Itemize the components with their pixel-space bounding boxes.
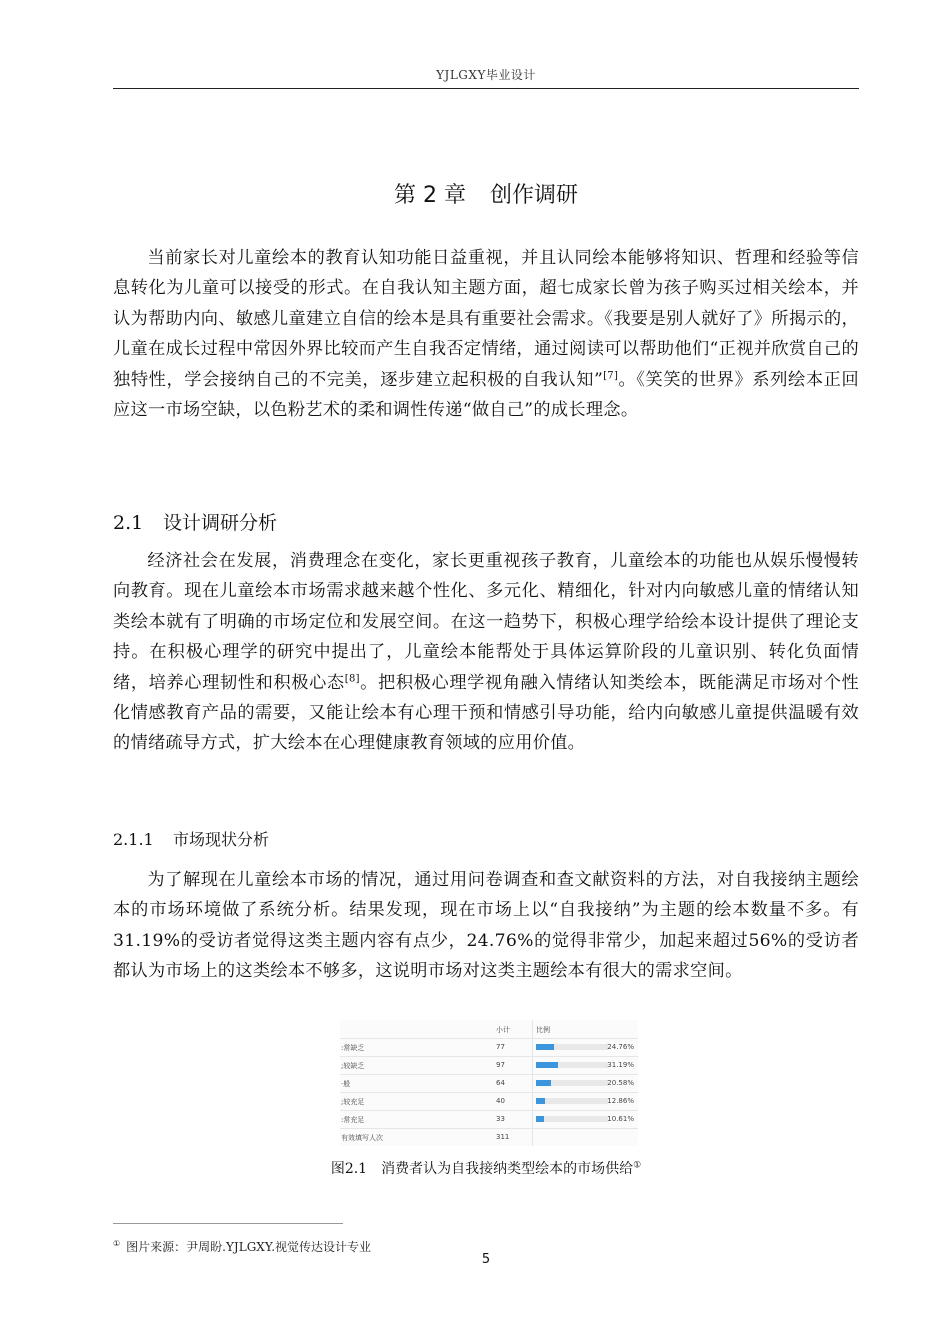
- table-row: [340, 1110, 638, 1129]
- section-2-1-text-a: 经济社会在发展，消费理念在变化，家长更重视孩子教育，儿童绘本的功能也从娱乐慢慢转向教育。现在儿童绘本市场需求越来越个性化、多元化、精细化，针对内向敏感儿童的情绪认知类绘本就有了明确的市场定位和发展空间。在这一趋势下，积极心理学给绘本设计提供了理论支持。在积极心理学的研究中提出了，儿童绘本能帮处于具体运算阶段的儿童识别、转化负面情绪，培养心理韧性和积极心态: [113, 551, 859, 693]
- option-count: 33: [496, 1115, 505, 1123]
- section-2-1-1-paragraph: 为了解现在儿童绘本市场的情况，通过用问卷调查和查文献资料的方法，对自我接纳主题绘本的市场环境做了系统分析。结果发现，现在市场上以“自我接纳”为主题的绘本数量不多。有31.19%的受访者觉得这类主题内容有点少，24.76%的觉得非常少，加起来超过56%的受访者都认为市场上的这类绘本不够多，这说明市场对这类主题绘本有很大的需求空间。: [113, 870, 859, 982]
- running-header: YJLGXY毕业设计: [436, 68, 536, 82]
- section-number: 2.1: [113, 512, 144, 534]
- ratio-bar-track: [536, 1044, 608, 1050]
- caption-number: 图2.1: [330, 1161, 368, 1177]
- citation-7: [7]: [603, 369, 619, 381]
- section-2-1-text-b: 。把积极心理学视角融入情绪认知类绘本，既能满足市场对个性化情感教育产品的需要，又能让绘本有心理干预和情感引导功能，给内向敏感儿童提供温暖有效的情绪疏导方式，扩大绘本在心理健康教育领域的应用价值。: [113, 672, 860, 754]
- footnote-rule: [113, 1223, 343, 1224]
- chapter-title: [113, 178, 859, 209]
- total-count: 311: [496, 1133, 510, 1141]
- ratio-bar-fill: [536, 1044, 554, 1050]
- header-ratio: 比例: [536, 1026, 550, 1034]
- option-count: 77: [496, 1043, 505, 1051]
- ratio-bar-fill: [536, 1080, 551, 1086]
- survey-table-figure: [340, 1020, 638, 1146]
- option-count: 64: [496, 1079, 505, 1087]
- ratio-bar-fill: [536, 1062, 558, 1068]
- option-percent: 12.86%: [607, 1097, 634, 1105]
- section-title: 设计调研分析: [163, 512, 278, 534]
- figure-caption: [113, 1158, 859, 1178]
- section-heading-2-1: [113, 508, 277, 535]
- option-label: :常缺乏: [341, 1044, 365, 1052]
- ratio-bar-fill: [536, 1116, 544, 1122]
- table-total-row: [340, 1128, 638, 1146]
- caption-footnote-mark: ①: [633, 1160, 642, 1171]
- subsection-title: 市场现状分析: [173, 830, 270, 849]
- page-number: 5: [481, 1252, 491, 1267]
- ratio-bar-track: [536, 1098, 608, 1104]
- ratio-bar-track: [536, 1080, 608, 1086]
- table-row: [340, 1092, 638, 1111]
- footnote-mark: ①: [113, 1239, 121, 1248]
- option-label: ;较缺乏: [341, 1062, 365, 1070]
- chapter-name: 创作调研: [489, 183, 578, 208]
- section-2-1-paragraph: [113, 546, 859, 759]
- option-percent: 10.61%: [607, 1115, 634, 1123]
- table-header: [340, 1020, 638, 1039]
- option-label: :常充足: [341, 1116, 365, 1124]
- option-label: ;较充足: [341, 1098, 365, 1106]
- header-count: 小计: [496, 1026, 510, 1034]
- option-label: ·般: [341, 1080, 351, 1088]
- section-heading-2-1-1: [113, 827, 269, 850]
- ratio-bar-fill: [536, 1098, 545, 1104]
- ratio-bar-track: [536, 1062, 608, 1068]
- table-row: [340, 1074, 638, 1093]
- option-percent: 20.58%: [607, 1079, 634, 1087]
- option-percent: 31.19%: [607, 1061, 634, 1069]
- subsection-number: 2.1.1: [113, 830, 154, 849]
- caption-text: 消费者认为自我接纳类型绘本的市场供给: [381, 1161, 634, 1177]
- citation-8: [8]: [344, 672, 360, 684]
- option-percent: 24.76%: [607, 1043, 634, 1051]
- header-rule: [113, 88, 859, 89]
- intro-text-b: 。《笑笑的世界》系列绘本正回应这一市场空缺，以色粉艺术的柔和调性传递“做自己”的成长理念。: [113, 369, 859, 421]
- table-row: [340, 1038, 638, 1057]
- ratio-bar-track: [536, 1116, 608, 1122]
- option-count: 40: [496, 1097, 505, 1105]
- intro-paragraph: [113, 243, 859, 425]
- intro-text-a: 当前家长对儿童绘本的教育认知功能日益重视，并且认同绘本能够将知识、哲理和经验等信息转化为儿童可以接受的形式。在自我认知主题方面，超七成家长曾为孩子购买过相关绘本，并认为帮助内向、敏感儿童建立自信的绘本是具有重要社会需求。《我要是别人就好了》所揭示的，儿童在成长过程中常因外界比较而产生自我否定情绪，通过阅读可以帮助他们“正视并欣赏自己的独特性，学会接纳自己的不完美，逐步建立起积极的自我认知”: [113, 248, 859, 390]
- table-row: [340, 1056, 638, 1075]
- footnote-text: 图片来源：尹周盼.YJLGXY.视觉传达设计专业: [126, 1240, 372, 1254]
- chapter-number: 第 2 章: [394, 183, 466, 208]
- total-label: 有效填写人次: [341, 1134, 383, 1142]
- option-count: 97: [496, 1061, 505, 1069]
